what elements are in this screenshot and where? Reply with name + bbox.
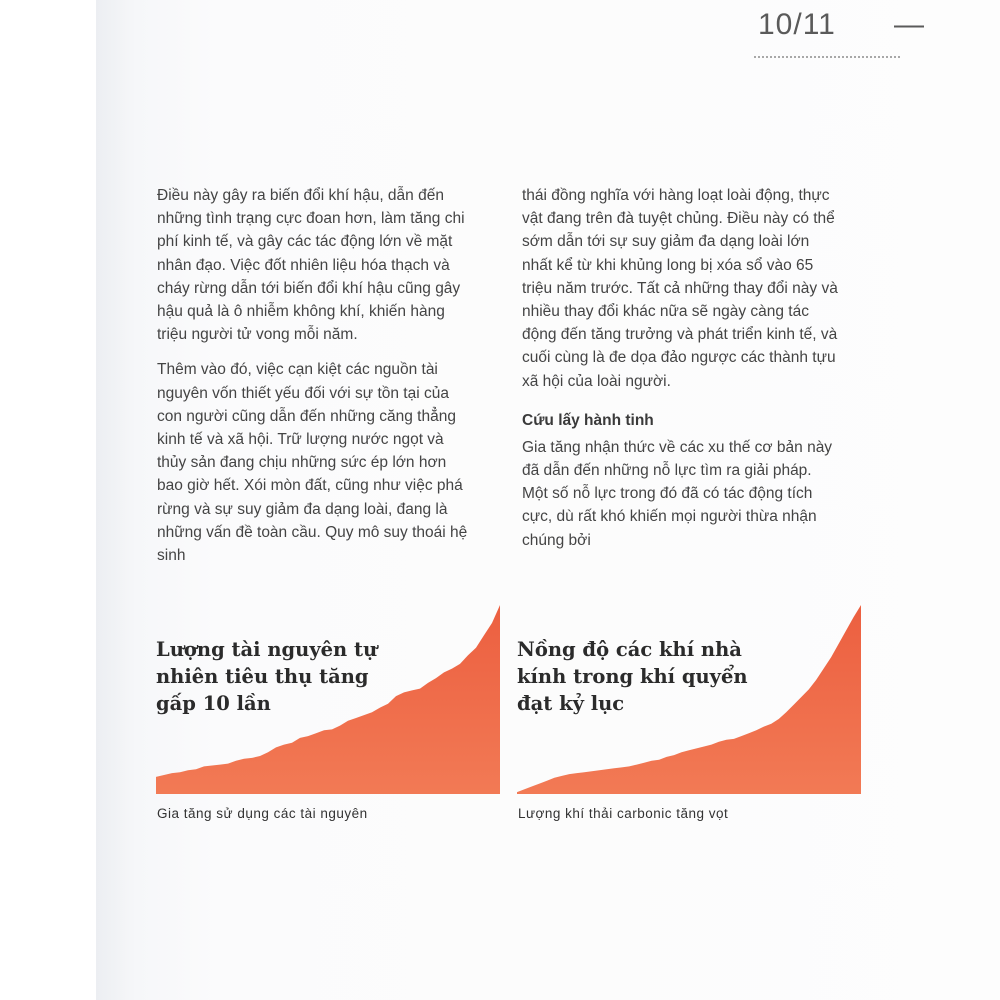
- resource-chart-title-line-2: nhiên tiêu thụ tăng: [156, 665, 369, 688]
- left-paragraph-1: Điều này gây ra biến đổi khí hậu, dẫn đến những tình trạng cực đoan hơn, làm tăng chi phí kinh tế, và gây các tác động lớn về mặt nhân đạo. Việc đốt nhiên liệu hóa thạch và cháy rừng dẫn tới biến đổi khí hậu cũng gây hậu quả là ô nhiễm không khí, khiến hàng triệu người tử vong mỗi năm.: [157, 187, 465, 344]
- co2-chart-title-line-3: đạt kỷ lục: [517, 692, 625, 715]
- resource-consumption-chart: [156, 598, 500, 794]
- co2-chart-title-line-1: Nồng độ các khí nhà: [517, 638, 742, 661]
- right-text-column: [522, 184, 840, 564]
- left-text-column: [157, 184, 475, 579]
- greenhouse-gas-chart: [517, 598, 861, 794]
- resource-chart-title: [156, 636, 377, 717]
- right-paragraph-2: Gia tăng nhận thức về các xu thế cơ bản này đã dẫn đến những nỗ lực tìm ra giải pháp. Một số nỗ lực trong đó đã có tác động tích cực, dù rất khó khiến mọi người thừa nhận chúng bởi: [522, 438, 833, 549]
- section-heading: Cứu lấy hành tinh: [522, 411, 654, 429]
- co2-chart-caption: Lượng khí thải carbonic tăng vọt: [518, 806, 729, 821]
- co2-chart-title: [517, 636, 748, 717]
- left-paragraph-2: Thêm vào đó, việc cạn kiệt các nguồn tài nguyên vốn thiết yếu đối với sự tồn tại của con người cũng dẫn đến những căng thẳng kinh tế và xã hội. Trữ lượng nước ngọt và thủy sản đang chịu những sức ép lớn hơn bao giờ hết. Xói mòn đất, cũng như việc phá rừng và sự suy giảm đa dạng loài, đang là những vấn đề toàn cầu. Quy mô suy thoái hệ sinh: [157, 361, 468, 565]
- page-edge-mark: ―: [894, 8, 924, 41]
- co2-chart-title-line-2: kính trong khí quyển: [517, 665, 748, 688]
- resource-chart-title-line-1: Lượng tài nguyên tự: [156, 638, 378, 661]
- right-paragraph-1: thái đồng nghĩa với hàng loạt loài động, thực vật đang trên đà tuyệt chủng. Điều này có thể sớm dẫn tới sự suy giảm đa dạng loài lớn nhất kể từ khi khủng long bị xóa sổ vào 65 triệu năm trước. Tất cả những thay đổi này và nhiều thay đổi khác nữa sẽ ngày càng tác động đến tăng trưởng và phát triển kinh tế, và cuối cùng là đe dọa đảo ngược các thành tựu xã hội của loài người.: [522, 187, 838, 390]
- resource-chart-title-line-3: gấp 10 lần: [156, 692, 271, 715]
- dotted-rule: [754, 56, 900, 58]
- resource-chart-caption: Gia tăng sử dụng các tài nguyên: [157, 806, 368, 821]
- page-number: 10/11: [758, 8, 836, 41]
